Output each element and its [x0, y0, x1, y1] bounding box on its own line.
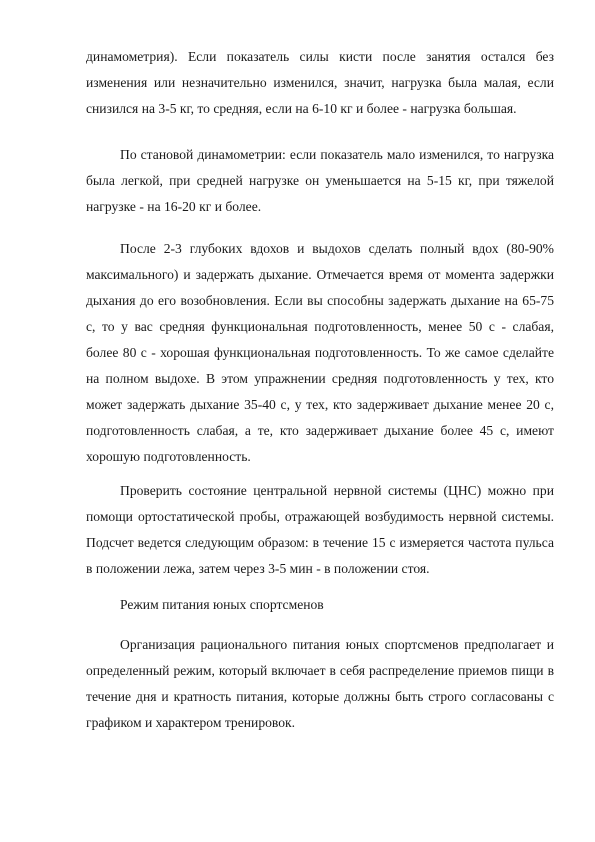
paragraph-dynamometry-hand: динамометрия). Если показатель силы кисти после занятия остался без изменения или незначительно изменился, значит, нагрузка была малая, если снизился на 3-5 кг, то средняя, если на 6-10 кг и более - нагрузка большая.: [86, 49, 554, 116]
section-heading: Режим питания юных спортсменов: [120, 597, 324, 612]
paragraph-cns-test: Проверить состояние центральной нервной системы (ЦНС) можно при помощи ортостатической пробы, отражающей возбудимость нервной системы. Подсчет ведется следующим образом: в течение 15 с измеряется частота пульса в положении лежа, затем через 3-5 мин - в положении стоя.: [86, 483, 554, 576]
paragraph-nutrition: Организация рационального питания юных спортсменов предполагает и определенный режим, который включает в себя распределение приемов пищи в течение дня и кратность питания, которые должны быть строго согласованы с графиком и характером тренировок.: [86, 637, 554, 730]
paragraph-dynamometry-stand: По становой динамометрии: если показатель мало изменился, то нагрузка была легкой, при средней нагрузке он уменьшается на 5-15 кг, при тяжелой нагрузке - на 16-20 кг и более.: [86, 147, 554, 214]
paragraph-breath-hold: После 2-3 глубоких вдохов и выдохов сделать полный вдох (80-90% максимального) и задержать дыхание. Отмечается время от момента задержки дыхания до его возобновления. Если вы способны задержать дыхание на 65-75 с, то у вас средняя функциональная подготовленность, менее 50 с - слабая, более 80 с - хорошая функциональная подготовленность. То же самое сделайте на полном выдохе. В этом упражнении средняя подготовленность у тех, кто может задержать дыхание 35-40 с, у тех, кто задерживает дыхание менее 20 с, подготовленность слабая, а те, кто задерживает дыхание более 45 с, имеют хорошую подготовленность.: [86, 241, 554, 464]
